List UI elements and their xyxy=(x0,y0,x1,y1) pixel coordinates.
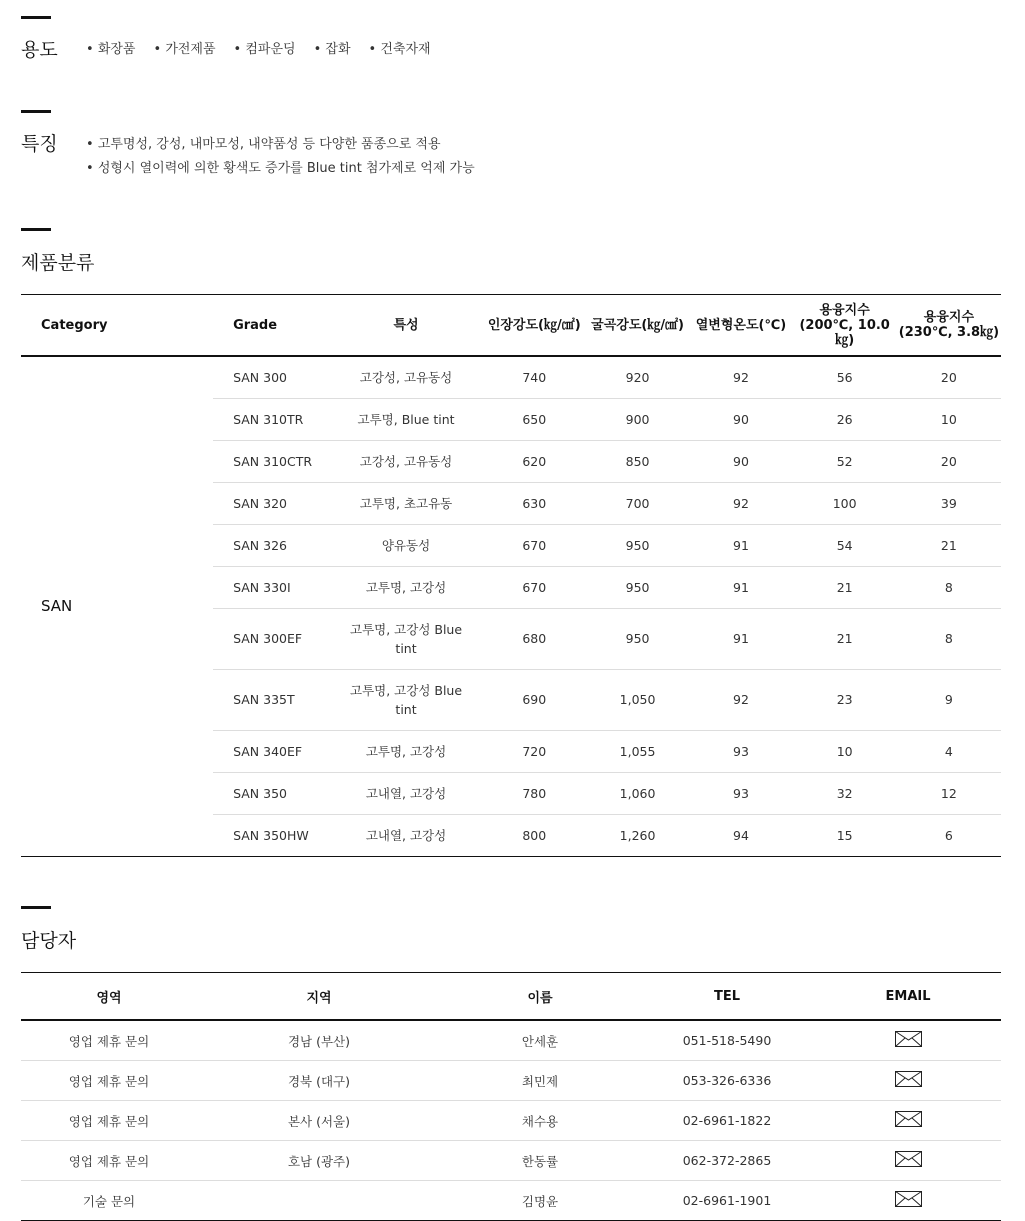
table-cell: SAN 300 xyxy=(213,356,329,398)
table-cell: 26 xyxy=(793,398,897,440)
table-cell: 92 xyxy=(689,482,792,524)
table-cell: 김명윤 xyxy=(521,1193,559,1209)
table-cell: 안세훈 xyxy=(441,1020,639,1061)
column-header: Category xyxy=(21,295,213,357)
table-cell: 고투명, 고강성 Blue tint xyxy=(329,608,482,669)
table-cell: 051-518-5490 xyxy=(639,1020,815,1061)
table-cell: 채수용 xyxy=(441,1101,639,1141)
usage-list xyxy=(86,38,449,57)
table-row xyxy=(21,1181,1001,1221)
usage-item: • 컴파운딩 xyxy=(234,38,296,57)
table-cell: SAN 350 xyxy=(213,772,329,814)
table-cell: 650 xyxy=(483,398,586,440)
table-cell: 630 xyxy=(483,482,586,524)
table-cell: 기술 문의 xyxy=(82,1193,136,1209)
table-cell: 92 xyxy=(689,669,792,730)
table-cell: 950 xyxy=(586,608,690,669)
table-cell: 고투명, 고강성 Blue tint xyxy=(329,669,482,730)
section-marker xyxy=(21,228,51,231)
table-cell: 93 xyxy=(689,730,792,772)
table-cell: 8 xyxy=(897,608,1001,669)
table-cell: SAN 335T xyxy=(213,669,329,730)
table-cell: SAN 340EF xyxy=(213,730,329,772)
column-header: 용융지수 (200℃, 10.0㎏) xyxy=(793,295,897,357)
email-cell[interactable] xyxy=(815,1141,1001,1181)
table-cell: 20 xyxy=(897,440,1001,482)
table-cell: 21 xyxy=(793,566,897,608)
products-title: 제품분류 xyxy=(21,252,95,274)
usage-item: • 건축자재 xyxy=(369,38,431,57)
feature-item: • 성형시 열이력에 의한 황색도 증가를 Blue tint 첨가제로 억제 가능 xyxy=(86,157,475,176)
table-cell: 고강성, 고유동성 xyxy=(329,440,482,482)
table-cell: 6 xyxy=(944,827,953,843)
table-cell: 93 xyxy=(689,772,792,814)
table-cell: 영업 제휴 문의 xyxy=(21,1141,197,1181)
table-cell: 1,060 xyxy=(586,772,690,814)
table-cell: 54 xyxy=(793,524,897,566)
table-cell: 20 xyxy=(897,356,1001,398)
table-cell: 고투명, Blue tint xyxy=(329,398,482,440)
table-cell: 620 xyxy=(483,440,586,482)
table-row xyxy=(21,1020,1001,1061)
table-cell: 1,055 xyxy=(586,730,690,772)
table-cell: 800 xyxy=(522,827,547,843)
table-cell: 고강성, 고유동성 xyxy=(329,356,482,398)
contacts-title: 담당자 xyxy=(21,930,77,952)
table-cell: 15 xyxy=(836,827,853,843)
table-cell: 경북 (대구) xyxy=(197,1061,441,1101)
table-cell: 1,260 xyxy=(619,827,656,843)
table-cell: 850 xyxy=(586,440,690,482)
email-cell[interactable] xyxy=(815,1101,1001,1141)
table-cell: 100 xyxy=(793,482,897,524)
table-cell: 고투명, 초고유동 xyxy=(329,482,482,524)
column-header: 영역 xyxy=(21,973,197,1021)
table-cell: 740 xyxy=(483,356,586,398)
feature-item: • 고투명성, 강성, 내마모성, 내약품성 등 다양한 품종으로 적용 xyxy=(86,133,441,152)
contact-table xyxy=(21,972,1001,1221)
table-cell: 720 xyxy=(483,730,586,772)
table-cell: SAN 320 xyxy=(213,482,329,524)
table-cell: 920 xyxy=(586,356,690,398)
table-cell: 670 xyxy=(483,524,586,566)
table-cell: 39 xyxy=(897,482,1001,524)
table-cell: 고내열, 고강성 xyxy=(329,772,482,814)
table-cell: 680 xyxy=(483,608,586,669)
column-header: Grade xyxy=(213,295,329,357)
table-cell: 10 xyxy=(793,730,897,772)
email-cell[interactable] xyxy=(815,1061,1001,1101)
table-cell: 670 xyxy=(483,566,586,608)
table-cell: 900 xyxy=(586,398,690,440)
table-cell: 062-372-2865 xyxy=(639,1141,815,1181)
table-cell: 94 xyxy=(733,827,749,843)
usage-item: • 화장품 xyxy=(86,38,136,57)
table-cell: SAN 300EF xyxy=(213,608,329,669)
table-cell: 32 xyxy=(793,772,897,814)
usage-item: • 잡화 xyxy=(314,38,351,57)
column-header: 특성 xyxy=(329,295,482,357)
column-header: EMAIL xyxy=(815,973,1001,1021)
table-cell: 고투명, 고강성 xyxy=(329,566,482,608)
table-cell: SAN 330I xyxy=(213,566,329,608)
email-cell[interactable] xyxy=(815,1181,1001,1221)
table-cell: 56 xyxy=(793,356,897,398)
table-cell: 양유동성 xyxy=(329,524,482,566)
table-cell: 950 xyxy=(586,524,690,566)
column-header: 인장강도(㎏/㎠) xyxy=(483,295,586,357)
table-cell: SAN 310CTR xyxy=(213,440,329,482)
column-header: 지역 xyxy=(197,973,441,1021)
table-cell: 21 xyxy=(793,608,897,669)
table-cell: 1,050 xyxy=(586,669,690,730)
table-cell: 690 xyxy=(483,669,586,730)
table-cell: 10 xyxy=(897,398,1001,440)
table-cell: 본사 (서울) xyxy=(197,1101,441,1141)
table-cell: 91 xyxy=(689,566,792,608)
table-cell: 700 xyxy=(586,482,690,524)
column-header: TEL xyxy=(639,973,815,1021)
column-header: 이름 xyxy=(441,973,639,1021)
category-cell: SAN xyxy=(41,596,73,615)
email-cell[interactable] xyxy=(815,1020,1001,1061)
table-cell: 91 xyxy=(689,524,792,566)
table-cell: SAN 350HW xyxy=(233,827,309,843)
table-cell: 90 xyxy=(689,440,792,482)
table-cell: 경남 (부산) xyxy=(197,1020,441,1061)
table-cell: 한동률 xyxy=(441,1141,639,1181)
usage-item: • 가전제품 xyxy=(154,38,216,57)
table-cell: 9 xyxy=(897,669,1001,730)
table-cell: 91 xyxy=(689,608,792,669)
table-cell: 21 xyxy=(897,524,1001,566)
table-cell: 영업 제휴 문의 xyxy=(21,1101,197,1141)
table-cell: 90 xyxy=(689,398,792,440)
envelope-icon[interactable] xyxy=(895,1191,922,1210)
section-marker xyxy=(21,16,51,19)
table-cell: 8 xyxy=(897,566,1001,608)
table-row xyxy=(21,1101,1001,1141)
column-header: 열변형온도(℃) xyxy=(689,295,792,357)
envelope-icon[interactable] xyxy=(895,1031,922,1050)
table-cell: 고내열, 고강성 xyxy=(365,827,447,843)
table-cell: 02-6961-1901 xyxy=(682,1193,772,1208)
table-cell: 영업 제휴 문의 xyxy=(21,1020,197,1061)
envelope-icon[interactable] xyxy=(895,1071,922,1090)
features-title: 특징 xyxy=(21,133,58,155)
table-cell: 780 xyxy=(483,772,586,814)
table-cell: 영업 제휴 문의 xyxy=(21,1061,197,1101)
table-cell: SAN 310TR xyxy=(213,398,329,440)
product-table xyxy=(21,294,1001,857)
usage-title: 용도 xyxy=(21,39,58,61)
envelope-icon[interactable] xyxy=(895,1151,922,1170)
table-cell: 053-326-6336 xyxy=(639,1061,815,1101)
table-row xyxy=(21,356,1001,398)
column-header: 굴곡강도(㎏/㎠) xyxy=(586,295,690,357)
section-marker xyxy=(21,906,51,909)
table-row xyxy=(21,1061,1001,1101)
table-cell: 52 xyxy=(793,440,897,482)
section-marker xyxy=(21,110,51,113)
table-cell: 고투명, 고강성 xyxy=(329,730,482,772)
table-cell: 02-6961-1822 xyxy=(639,1101,815,1141)
table-cell xyxy=(197,1181,441,1221)
table-cell: SAN 326 xyxy=(213,524,329,566)
table-cell: 92 xyxy=(689,356,792,398)
table-cell: 최민제 xyxy=(441,1061,639,1101)
table-cell: 950 xyxy=(586,566,690,608)
table-cell: 호남 (광주) xyxy=(197,1141,441,1181)
table-cell: 12 xyxy=(897,772,1001,814)
table-cell: 23 xyxy=(793,669,897,730)
table-cell: 4 xyxy=(897,730,1001,772)
envelope-icon[interactable] xyxy=(895,1111,922,1130)
table-row xyxy=(21,1141,1001,1181)
column-header: 용융지수 (230℃, 3.8㎏) xyxy=(897,295,1001,357)
